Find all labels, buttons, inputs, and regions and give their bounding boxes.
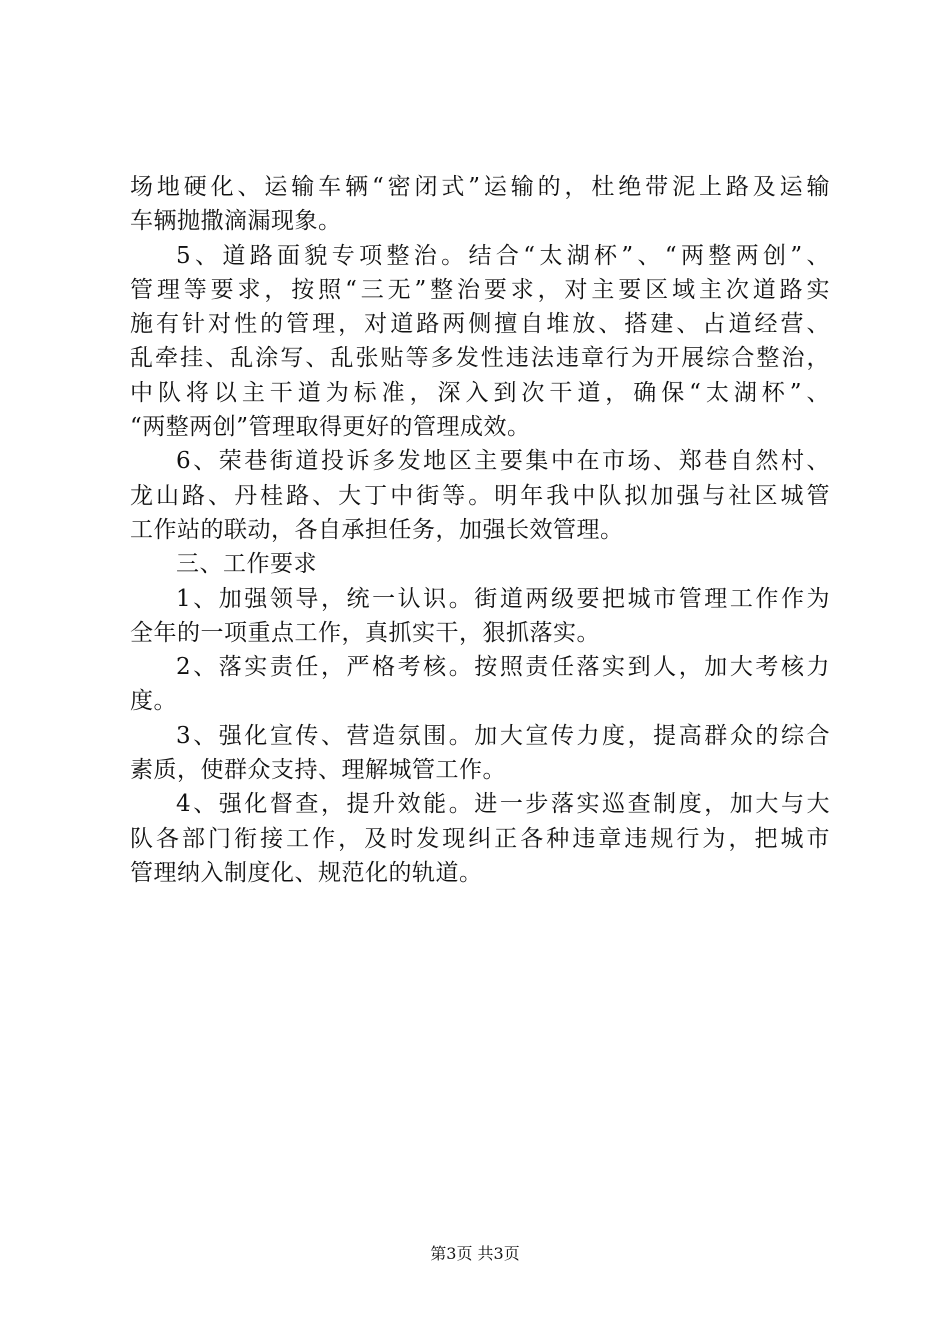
text-line: 5、道路面貌专项整治。结合“太湖杯”、“两整两创”、 <box>176 242 830 269</box>
text-line: 度。 <box>130 688 177 715</box>
text-line: 全年的一项重点工作，真抓实干，狠抓落实。 <box>130 619 600 646</box>
text-line: 中队将以主干道为标准，深入到次干道，确保“太湖杯”、 <box>130 379 830 406</box>
text-line: 车辆抛撒滴漏现象。 <box>130 208 342 235</box>
section-heading: 三、工作要求 <box>176 551 317 578</box>
text-line: 龙山路、丹桂路、大丁中街等。明年我中队拟加强与社区城管 <box>130 482 830 509</box>
text-line: 场地硬化、运输车辆“密闭式”运输的，杜绝带泥上路及运输 <box>130 174 830 200</box>
text-line: 施有针对性的管理，对道路两侧擅自堆放、搭建、占道经营、 <box>130 311 830 338</box>
page-number-footer: 第3页 共3页 <box>430 1244 520 1263</box>
text-line: 管理纳入制度化、规范化的轨道。 <box>130 859 483 886</box>
text-line: “两整两创”管理取得更好的管理成效。 <box>130 414 531 441</box>
text-line: 3、强化宣传、营造氛围。加大宣传力度，提高群众的综合 <box>176 722 830 749</box>
text-line: 队各部门衔接工作，及时发现纠正各种违章违规行为，把城市 <box>130 825 830 852</box>
text-line: 4、强化督查，提升效能。进一步落实巡查制度，加大与大 <box>176 791 830 818</box>
text-line: 工作站的联动，各自承担任务，加强长效管理。 <box>130 516 624 543</box>
text-line: 6、荣巷街道投诉多发地区主要集中在市场、郑巷自然村、 <box>176 448 830 475</box>
text-line: 素质，使群众支持、理解城管工作。 <box>130 757 506 784</box>
document-body <box>130 170 830 890</box>
text-line: 2、落实责任，严格考核。按照责任落实到人，加大考核力 <box>176 654 830 681</box>
text-line: 乱牵挂、乱涂写、乱张贴等多发性违法违章行为开展综合整治， <box>130 345 830 372</box>
text-line: 管理等要求，按照“三无”整治要求，对主要区域主次道路实 <box>130 276 830 303</box>
text-line: 1、加强领导，统一认识。街道两级要把城市管理工作作为 <box>176 585 830 612</box>
